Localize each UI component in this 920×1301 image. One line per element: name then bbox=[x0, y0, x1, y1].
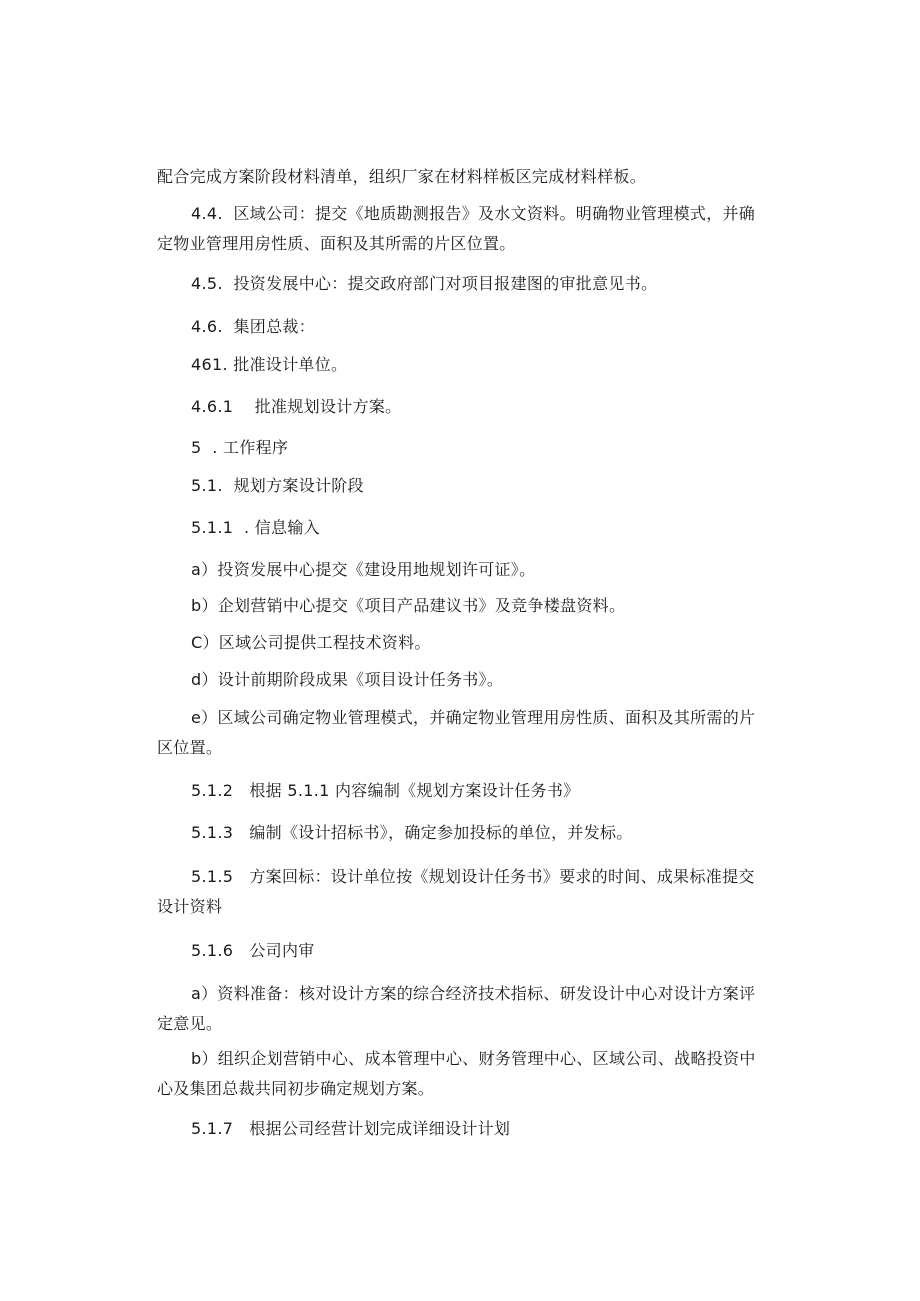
paragraph-5-1-3: 5.1.3 编制《设计招标书》，确定参加投标的单位，并发标。 bbox=[191, 823, 633, 842]
paragraph-5-1-2: 5.1.2 根据 5.1.1 内容编制《规划方案设计任务书》 bbox=[191, 781, 580, 800]
paragraph-5-1-5: 5.1.5 方案回标：设计单位按《规划设计任务书》要求的时间、成果标准提交设计资料 bbox=[157, 867, 755, 916]
list-item-c: C）区域公司提供工程技术资料。 bbox=[191, 633, 431, 652]
heading-5-work-procedure: 5 . 工作程序 bbox=[191, 438, 289, 457]
paragraph-4-6-1: 4.6.1 批准规划设计方案。 bbox=[191, 397, 402, 416]
paragraph-materials-list: 配合完成方案阶段材料清单，组织厂家在材料样板区完成材料样板。 bbox=[157, 167, 647, 186]
list-item-a-materials: a）资料准备：核对设计方案的综合经济技术指标、研发设计中心对设计方案评定意见。 bbox=[157, 984, 756, 1033]
heading-5-1: 5.1. 规划方案设计阶段 bbox=[191, 476, 364, 495]
list-item-d: d）设计前期阶段成果《项目设计任务书》。 bbox=[191, 670, 504, 689]
list-item-b-organize: b）组织企划营销中心、成本管理中心、财务管理中心、区域公司、战略投资中心及集团总裁共同初步确定规划方案。 bbox=[157, 1049, 756, 1098]
paragraph-4-5: 4.5. 投资发展中心：提交政府部门对项目报建图的审批意见书。 bbox=[191, 274, 658, 293]
paragraph-4-6: 4.6. 集团总裁： bbox=[191, 317, 316, 336]
paragraph-4-4: 4.4. 区域公司：提交《地质勘测报告》及水文资料。明确物业管理模式，并确定物业管理用房性质、面积及其所需的片区位置。 bbox=[157, 204, 756, 253]
paragraph-5-1-6: 5.1.6 公司内审 bbox=[191, 941, 315, 960]
list-item-b: b）企划营销中心提交《项目产品建议书》及竞争楼盘资料。 bbox=[191, 596, 626, 615]
list-item-a: a）投资发展中心提交《建设用地规划许可证》。 bbox=[191, 560, 536, 579]
heading-5-1-1: 5.1.1 . 信息输入 bbox=[191, 518, 320, 537]
list-item-e: e）区域公司确定物业管理模式，并确定物业管理用房性质、面积及其所需的片区位置。 bbox=[157, 708, 756, 757]
paragraph-4-6-0: 461. 批准设计单位。 bbox=[191, 355, 348, 374]
paragraph-5-1-7: 5.1.7 根据公司经营计划完成详细设计计划 bbox=[191, 1119, 511, 1138]
